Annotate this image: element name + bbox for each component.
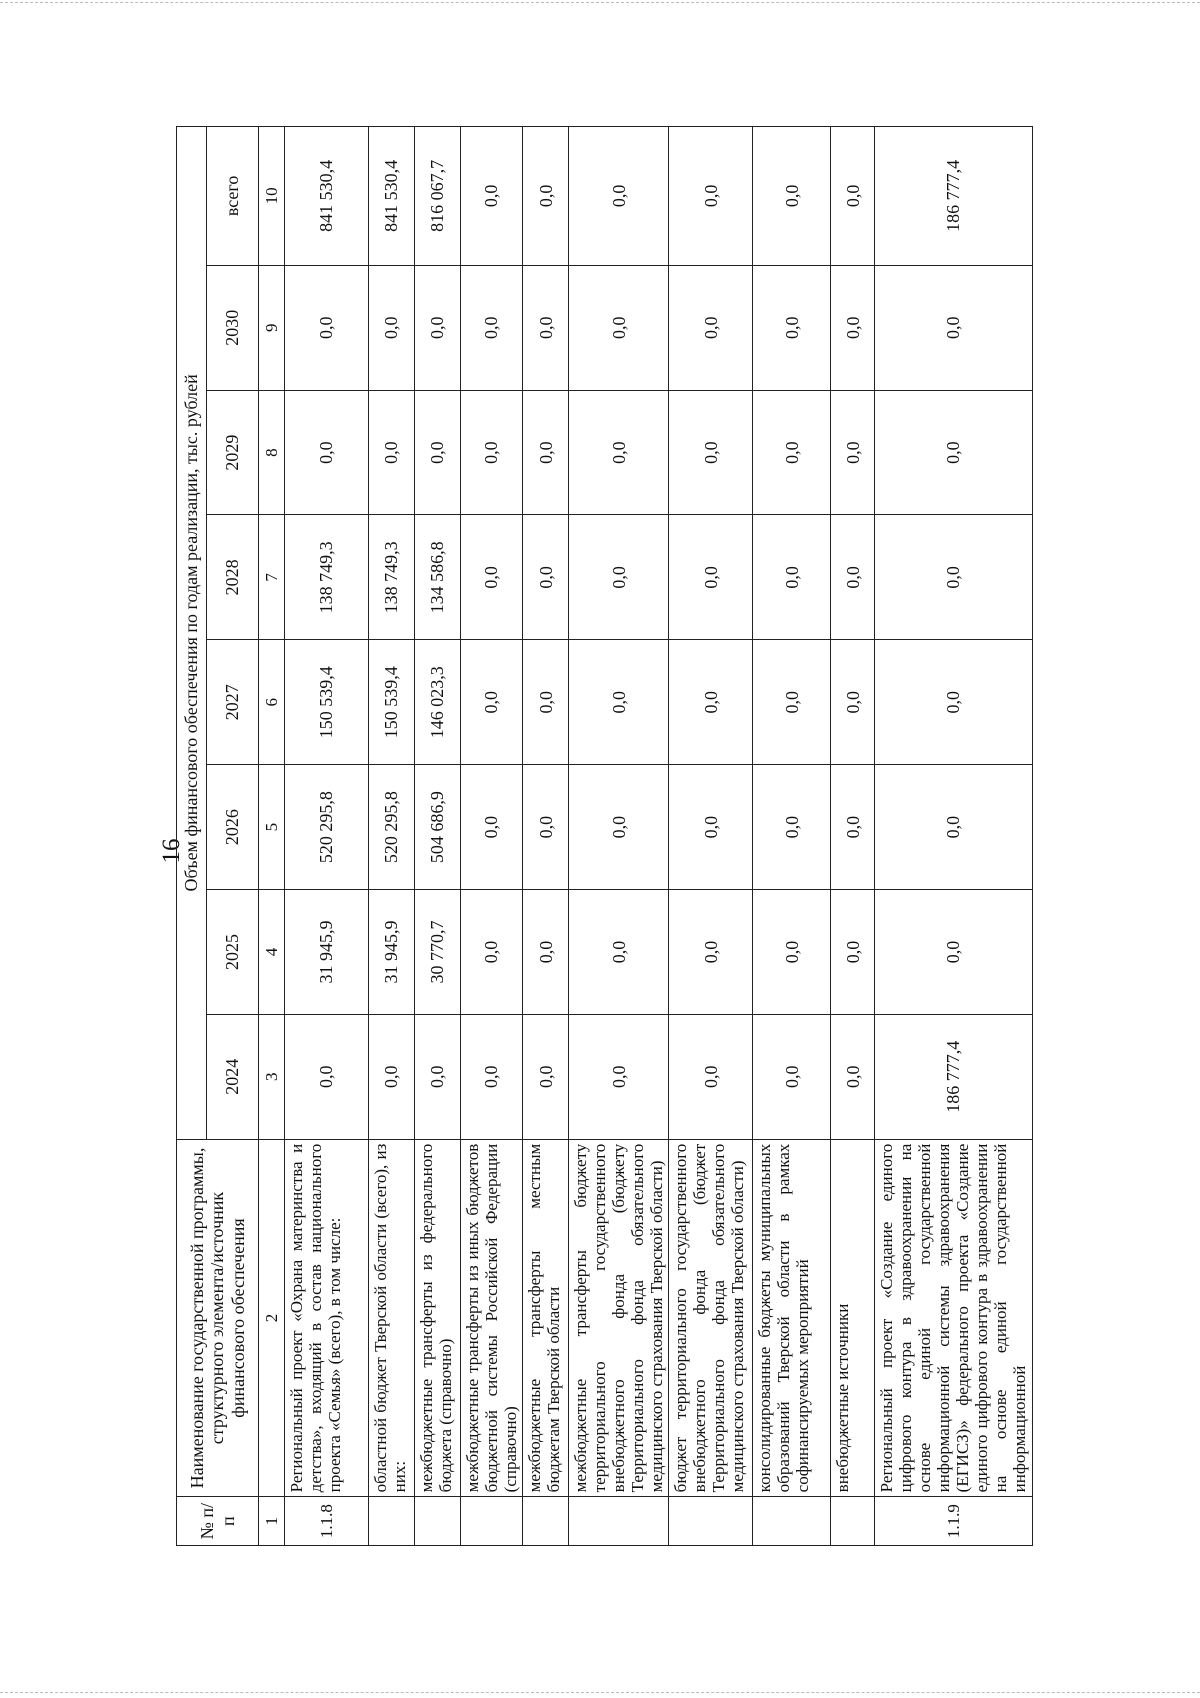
row-value: 0,0 (569, 515, 669, 640)
row-total: 0,0 (753, 127, 831, 266)
row-value: 0,0 (523, 765, 569, 890)
row-total: 841 530,4 (369, 127, 415, 266)
row-value: 0,0 (461, 515, 523, 640)
row-value: 520 295,8 (369, 765, 415, 890)
row-value: 520 295,8 (285, 765, 369, 890)
row-value: 0,0 (523, 640, 569, 765)
table-row (569, 127, 669, 1546)
col-number: 7 (259, 515, 285, 640)
col-number: 3 (259, 1014, 285, 1139)
row-value: 0,0 (461, 640, 523, 765)
row-value: 0,0 (831, 515, 875, 640)
col-number: 1 (259, 1497, 285, 1546)
row-value: 0,0 (461, 765, 523, 890)
header-year: 2027 (207, 640, 259, 765)
row-total: 841 530,4 (285, 127, 369, 266)
row-value: 0,0 (369, 1014, 415, 1139)
row-name: внебюджетные источники (831, 1139, 875, 1497)
row-value: 0,0 (523, 265, 569, 390)
row-number (461, 1497, 523, 1546)
row-value: 0,0 (831, 1014, 875, 1139)
row-number (831, 1497, 875, 1546)
row-value: 30 770,7 (415, 890, 461, 1015)
row-number (369, 1497, 415, 1546)
row-value: 0,0 (415, 390, 461, 515)
row-value: 0,0 (669, 640, 753, 765)
scan-edge-bottom (0, 1692, 1200, 1695)
row-value: 0,0 (875, 390, 1032, 515)
row-value: 0,0 (753, 515, 831, 640)
row-value: 0,0 (753, 890, 831, 1015)
col-number: 4 (259, 890, 285, 1015)
row-value: 31 945,9 (369, 890, 415, 1015)
header-year: 2026 (207, 765, 259, 890)
financing-table (176, 126, 1033, 1546)
col-number: 10 (259, 127, 285, 266)
scan-edge-top (0, 2, 1200, 5)
row-value: 0,0 (285, 265, 369, 390)
row-value: 0,0 (523, 390, 569, 515)
row-value: 0,0 (669, 390, 753, 515)
row-value: 0,0 (569, 265, 669, 390)
row-value: 0,0 (569, 1014, 669, 1139)
row-value: 0,0 (415, 265, 461, 390)
col-number: 2 (259, 1139, 285, 1497)
row-value: 0,0 (669, 1014, 753, 1139)
page-number: 16 (158, 838, 185, 864)
row-value: 0,0 (753, 1014, 831, 1139)
row-name: Региональный проект «Охрана материнства и детства», входящий в состав национального проекта «Семья» (всего), в том числе: (285, 1139, 369, 1497)
col-number: 5 (259, 765, 285, 890)
row-value: 138 749,3 (285, 515, 369, 640)
row-value: 0,0 (753, 765, 831, 890)
row-name: бюджет территориального государственного внебюджетного фонда (бюджет Территориального фонда обязательного медицинского страхования Тверской области) (669, 1139, 753, 1497)
header-year: 2024 (207, 1014, 259, 1139)
table-row (875, 127, 1032, 1546)
table-row (523, 127, 569, 1546)
table-row (669, 127, 753, 1546)
row-name: межбюджетные трансферты из федерального бюджета (справочно) (415, 1139, 461, 1497)
row-value: 0,0 (523, 515, 569, 640)
row-value: 150 539,4 (369, 640, 415, 765)
row-value: 0,0 (285, 1014, 369, 1139)
row-total: 0,0 (461, 127, 523, 266)
row-value: 0,0 (369, 265, 415, 390)
row-value: 0,0 (461, 890, 523, 1015)
row-name: межбюджетные трансферты бюджету территориального государственного внебюджетного фонда (бюджету Территориального фонда обязательного медицинского страхования Тверской области) (569, 1139, 669, 1497)
table-row (831, 127, 875, 1546)
row-value: 134 586,8 (415, 515, 461, 640)
row-total: 186 777,4 (875, 127, 1032, 266)
header-num: № п/п (177, 1497, 259, 1546)
row-value: 31 945,9 (285, 890, 369, 1015)
row-value: 0,0 (669, 515, 753, 640)
row-value: 0,0 (669, 890, 753, 1015)
row-name: консолидированные бюджеты муниципальных образований Тверской области в рамках софинансируемых мероприятий (753, 1139, 831, 1497)
row-total: 0,0 (831, 127, 875, 266)
header-name: Наименование государственной программы, структурного элемента/источник финансового обеспечения (177, 1139, 259, 1497)
row-value: 186 777,4 (875, 1014, 1032, 1139)
row-number (523, 1497, 569, 1546)
header-year: 2028 (207, 515, 259, 640)
row-value: 504 686,9 (415, 765, 461, 890)
row-value: 0,0 (669, 265, 753, 390)
row-value: 0,0 (753, 265, 831, 390)
table-row (285, 127, 369, 1546)
rotated-table-container (176, 126, 1076, 1546)
row-number (569, 1497, 669, 1546)
row-value: 0,0 (569, 765, 669, 890)
table-row (415, 127, 461, 1546)
table-row (461, 127, 523, 1546)
row-value: 0,0 (369, 390, 415, 515)
row-value: 0,0 (753, 390, 831, 515)
table-body (285, 127, 1033, 1546)
row-value: 0,0 (569, 390, 669, 515)
row-value: 0,0 (415, 1014, 461, 1139)
header-year: 2025 (207, 890, 259, 1015)
header-total: всего (207, 127, 259, 266)
row-value: 0,0 (831, 390, 875, 515)
table-row (753, 127, 831, 1546)
row-number: 1.1.8 (285, 1497, 369, 1546)
row-value: 0,0 (461, 265, 523, 390)
row-number: 1.1.9 (875, 1497, 1032, 1546)
row-name: областной бюджет Тверской области (всего), из них: (369, 1139, 415, 1497)
row-value: 0,0 (523, 890, 569, 1015)
row-value: 0,0 (875, 515, 1032, 640)
row-value: 0,0 (461, 390, 523, 515)
row-value: 146 023,3 (415, 640, 461, 765)
row-number (669, 1497, 753, 1546)
row-value: 0,0 (831, 265, 875, 390)
row-value: 0,0 (569, 890, 669, 1015)
col-number: 6 (259, 640, 285, 765)
col-number: 8 (259, 390, 285, 515)
row-total: 0,0 (523, 127, 569, 266)
row-total: 0,0 (569, 127, 669, 266)
col-number: 9 (259, 265, 285, 390)
row-number (415, 1497, 461, 1546)
row-value: 0,0 (831, 890, 875, 1015)
row-value: 0,0 (669, 765, 753, 890)
row-value: 0,0 (285, 390, 369, 515)
table-row (369, 127, 415, 1546)
row-total: 0,0 (669, 127, 753, 266)
row-value: 0,0 (461, 1014, 523, 1139)
row-value: 0,0 (875, 890, 1032, 1015)
row-number (753, 1497, 831, 1546)
header-year: 2030 (207, 265, 259, 390)
row-name: Региональный проект «Создание единого цифрового контура в здравоохранении на основе единой государственной информационной системы здравоохранения (ЕГИСЗ)» федерального проекта «Создание единого цифрового контура в здравоохранении на основе единой государственной информационной (875, 1139, 1032, 1497)
row-value: 0,0 (831, 765, 875, 890)
row-value: 150 539,4 (285, 640, 369, 765)
row-value: 0,0 (875, 265, 1032, 390)
row-total: 816 067,7 (415, 127, 461, 266)
row-value: 0,0 (523, 1014, 569, 1139)
row-value: 0,0 (569, 640, 669, 765)
row-value: 138 749,3 (369, 515, 415, 640)
row-name: межбюджетные трансферты местным бюджетам Тверской области (523, 1139, 569, 1497)
row-name: межбюджетные трансферты из иных бюджетов бюджетной системы Российской Федерации (справочно) (461, 1139, 523, 1497)
row-value: 0,0 (753, 640, 831, 765)
row-value: 0,0 (875, 765, 1032, 890)
header-volume-group: Объем финансового обеспечения по годам реализации, тыс. рублей (177, 127, 207, 1140)
row-value: 0,0 (875, 640, 1032, 765)
row-value: 0,0 (831, 640, 875, 765)
header-year: 2029 (207, 390, 259, 515)
